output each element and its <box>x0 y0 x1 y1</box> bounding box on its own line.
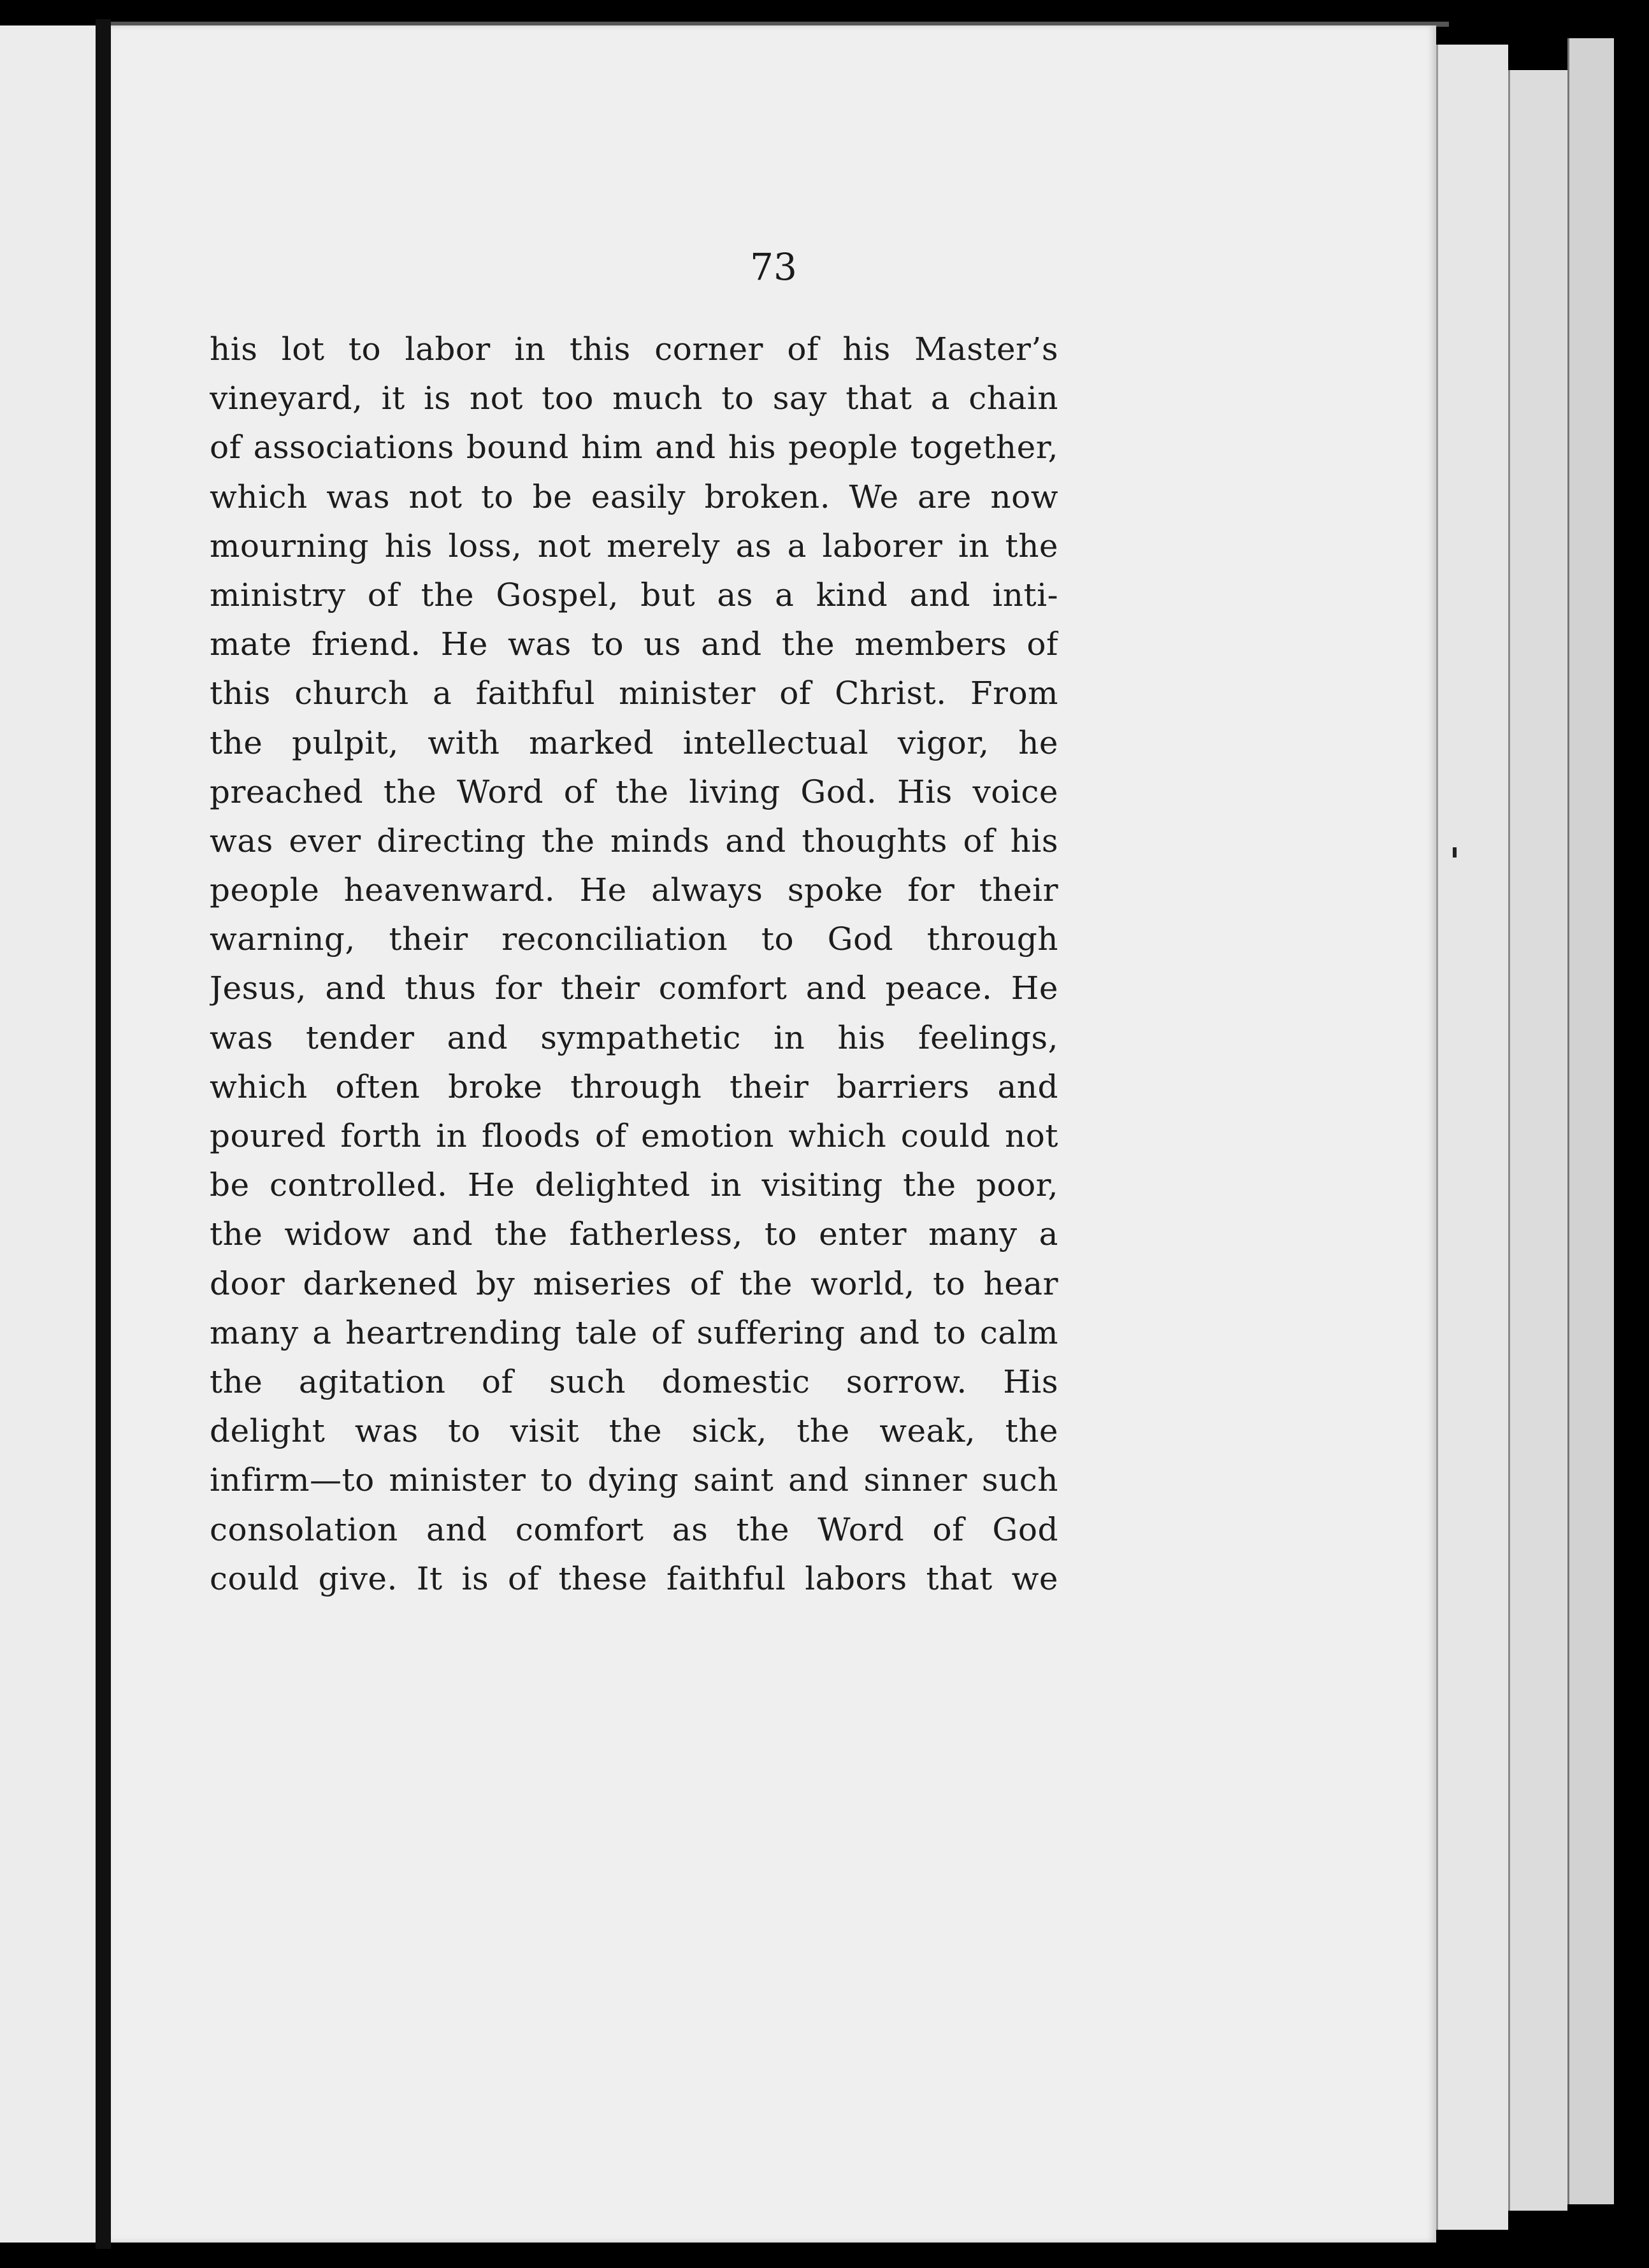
text-line: ministry of the Gospel, but as a kind and inti- <box>210 576 1058 614</box>
text-line: door darkened by miseries of the world, to hear <box>210 1265 1058 1302</box>
text-line: was tender and sympathetic in his feelings, <box>210 1019 1058 1056</box>
text-line: which often broke through their barriers and <box>210 1068 1058 1105</box>
text-line: of associations bound him and his people together, <box>210 429 1058 466</box>
text-line: infirm—to minister to dying saint and sinner such <box>210 1461 1058 1499</box>
text-line: consolation and comfort as the Word of God <box>210 1511 1058 1548</box>
previous-page-edge <box>0 25 96 2243</box>
text-line: this church a faithful minister of Christ. From <box>210 675 1058 712</box>
page-edge-stack <box>1508 70 1567 2211</box>
text-line: many a heartrending tale of suffering and to calm <box>210 1314 1058 1351</box>
page-edge-stack <box>1436 45 1508 2230</box>
text-line: the agitation of such domestic sorrow. His <box>210 1363 1058 1400</box>
text-line: Jesus, and thus for their comfort and peace. He <box>210 970 1058 1007</box>
text-line: warning, their reconciliation to God through <box>210 921 1058 958</box>
body-text <box>210 325 1058 1604</box>
book-page <box>111 25 1436 2243</box>
text-line: poured forth in floods of emotion which could not <box>210 1117 1058 1154</box>
text-line: people heavenward. He always spoke for their <box>210 872 1058 909</box>
text-line: the pulpit, with marked intellectual vigor, he <box>210 724 1058 761</box>
text-line: which was not to be easily broken. We are now <box>210 478 1058 515</box>
text-line: preached the Word of the living God. His voice <box>210 773 1058 810</box>
scan-speck <box>1453 847 1457 858</box>
text-line: the widow and the fatherless, to enter many a <box>210 1216 1058 1253</box>
book-gutter <box>96 19 111 2249</box>
text-line: mourning his loss, not merely as a laborer in the <box>210 527 1058 564</box>
page-edge-stack <box>1567 38 1614 2204</box>
text-line: was ever directing the minds and thoughts of his <box>210 822 1058 859</box>
text-line: vineyard, it is not too much to say that a chain <box>210 380 1058 417</box>
text-line: be controlled. He delighted in visiting the poor, <box>210 1166 1058 1204</box>
text-line: his lot to labor in this corner of his Master’s <box>210 331 1058 368</box>
text-line: mate friend. He was to us and the members of <box>210 626 1058 663</box>
page-number: 73 <box>750 245 797 289</box>
text-line: delight was to visit the sick, the weak, the <box>210 1412 1058 1450</box>
text-line: could give. It is of these faithful labors that we <box>210 1560 1058 1597</box>
